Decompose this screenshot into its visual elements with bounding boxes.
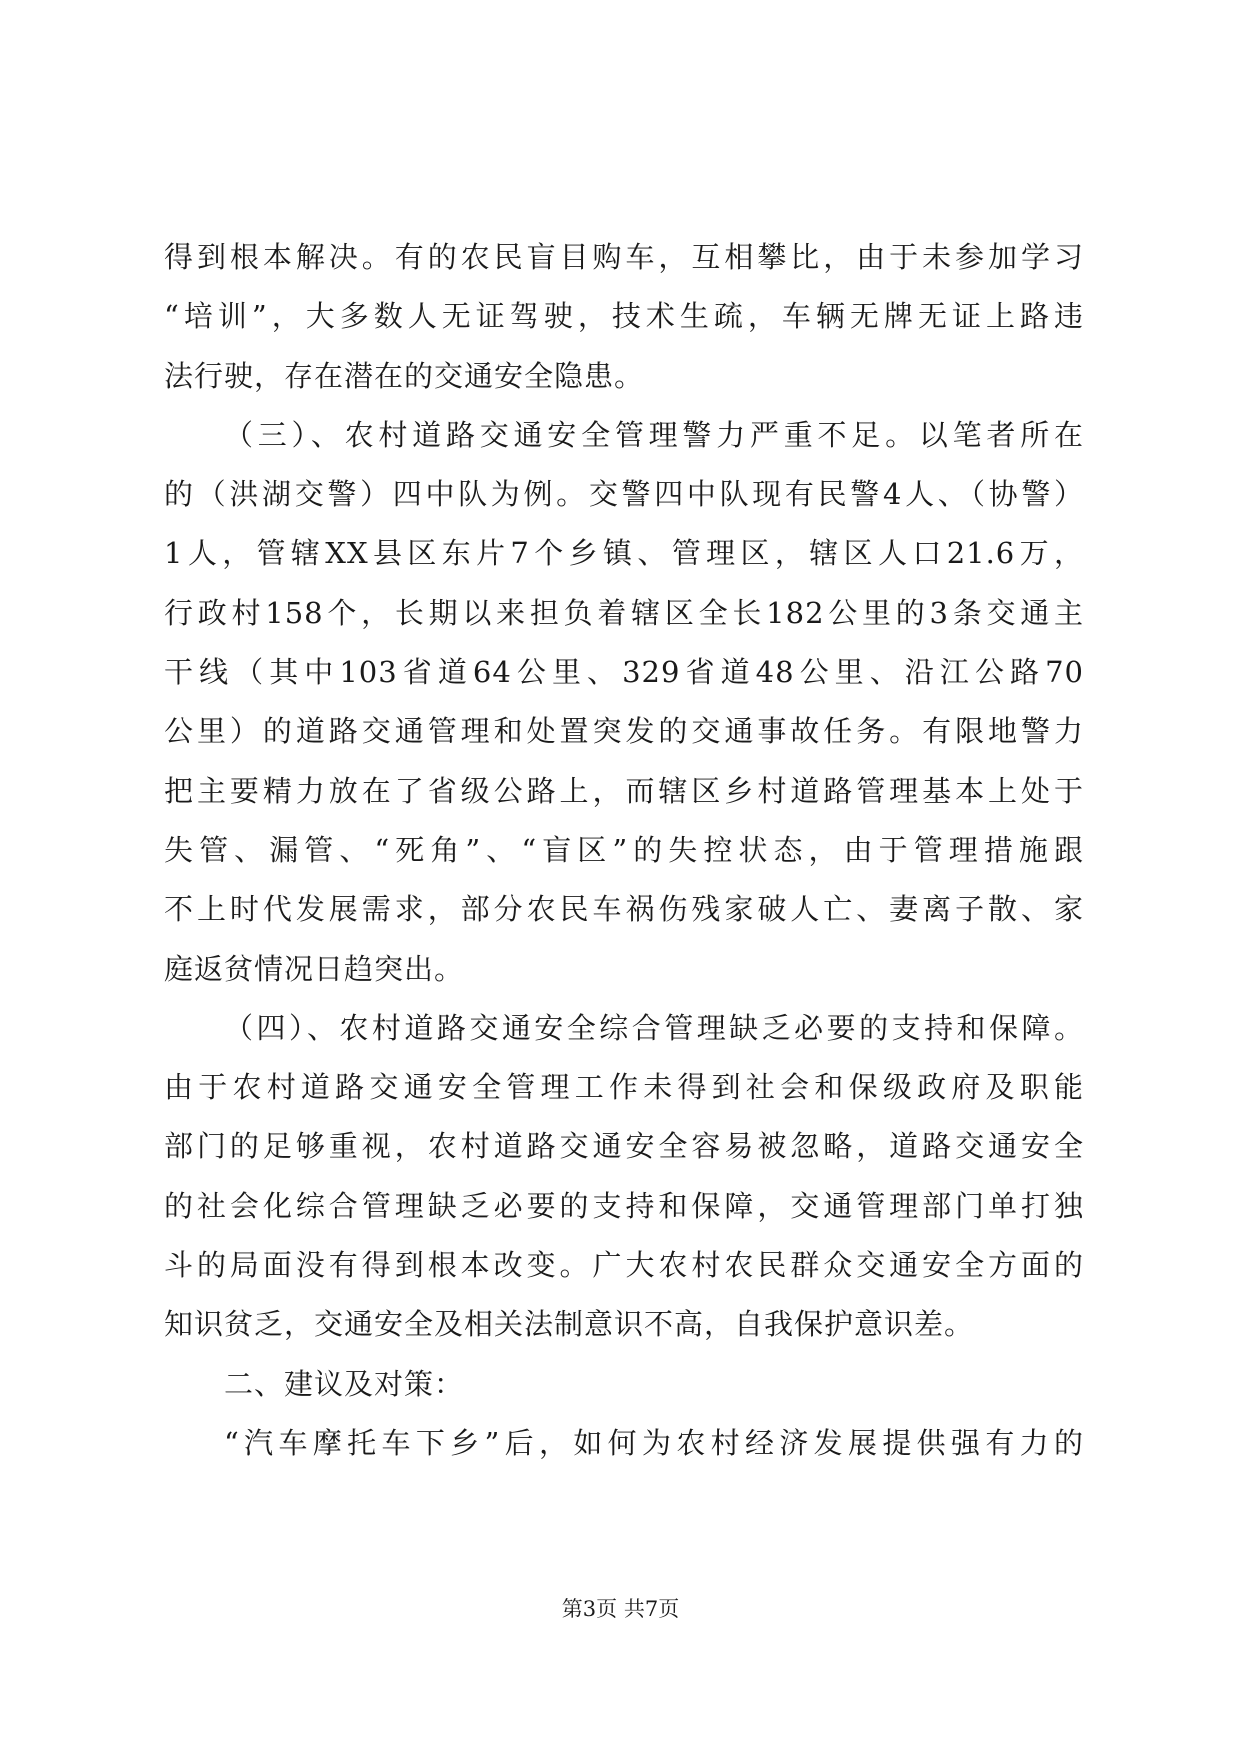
page-number-footer: 第3页 共7页 — [561, 1597, 680, 1621]
text-line: 庭返贫情况日趋突出。 — [164, 951, 465, 986]
text-line: 1人，管辖XX县区东片7个乡镇、管理区，辖区人口21.6万， — [164, 536, 1084, 571]
text-line: 法行驶，存在潜在的交通安全隐患。 — [164, 358, 645, 393]
document-body — [164, 228, 1084, 1473]
text-line: 的社会化综合管理缺乏必要的支持和保障，交通管理部门单打独 — [164, 1188, 1084, 1223]
text-line: “培训”，大多数人无证驾驶，技术生疏，车辆无牌无证上路违 — [164, 299, 1084, 334]
text-line: 得到根本解决。有的农民盲目购车，互相攀比，由于未参加学习 — [164, 240, 1084, 274]
paragraph-start-line: （三）、农村道路交通安全管理警力严重不足。以笔者所在 — [224, 417, 1084, 452]
text-line: 把主要精力放在了省级公路上，而辖区乡村道路管理基本上处于 — [164, 773, 1084, 808]
text-line: 部门的足够重视，农村道路交通安全容易被忽略，道路交通安全 — [164, 1129, 1084, 1164]
section-heading: 二、建议及对策： — [224, 1366, 465, 1401]
text-line: 知识贫乏，交通安全及相关法制意识不高，自我保护意识差。 — [164, 1307, 975, 1342]
text-line: 斗的局面没有得到根本改变。广大农村农民群众交通安全方面的 — [164, 1248, 1084, 1283]
text-line: 行政村158个，长期以来担负着辖区全长182公里的3条交通主 — [164, 595, 1084, 630]
text-line: 由于农村道路交通安全管理工作未得到社会和保级政府及职能 — [164, 1070, 1084, 1105]
paragraph-start-line: “汽车摩托车下乡”后，如何为农村经济发展提供强有力的 — [224, 1425, 1084, 1460]
text-line: 不上时代发展需求，部分农民车祸伤残家破人亡、妻离子散、家 — [164, 892, 1084, 927]
paragraph-start-line: （四）、农村道路交通安全综合管理缺乏必要的支持和保障。 — [224, 1010, 1084, 1045]
text-line: 失管、漏管、“死角”、“盲区”的失控状态，由于管理措施跟 — [164, 832, 1084, 867]
text-line: 干线（其中103省道64公里、329省道48公里、沿江公路70 — [164, 655, 1084, 690]
text-line: 公里）的道路交通管理和处置突发的交通事故任务。有限地警力 — [164, 714, 1084, 749]
text-line: 的（洪湖交警）四中队为例。交警四中队现有民警4人、（协警） — [164, 477, 1084, 512]
